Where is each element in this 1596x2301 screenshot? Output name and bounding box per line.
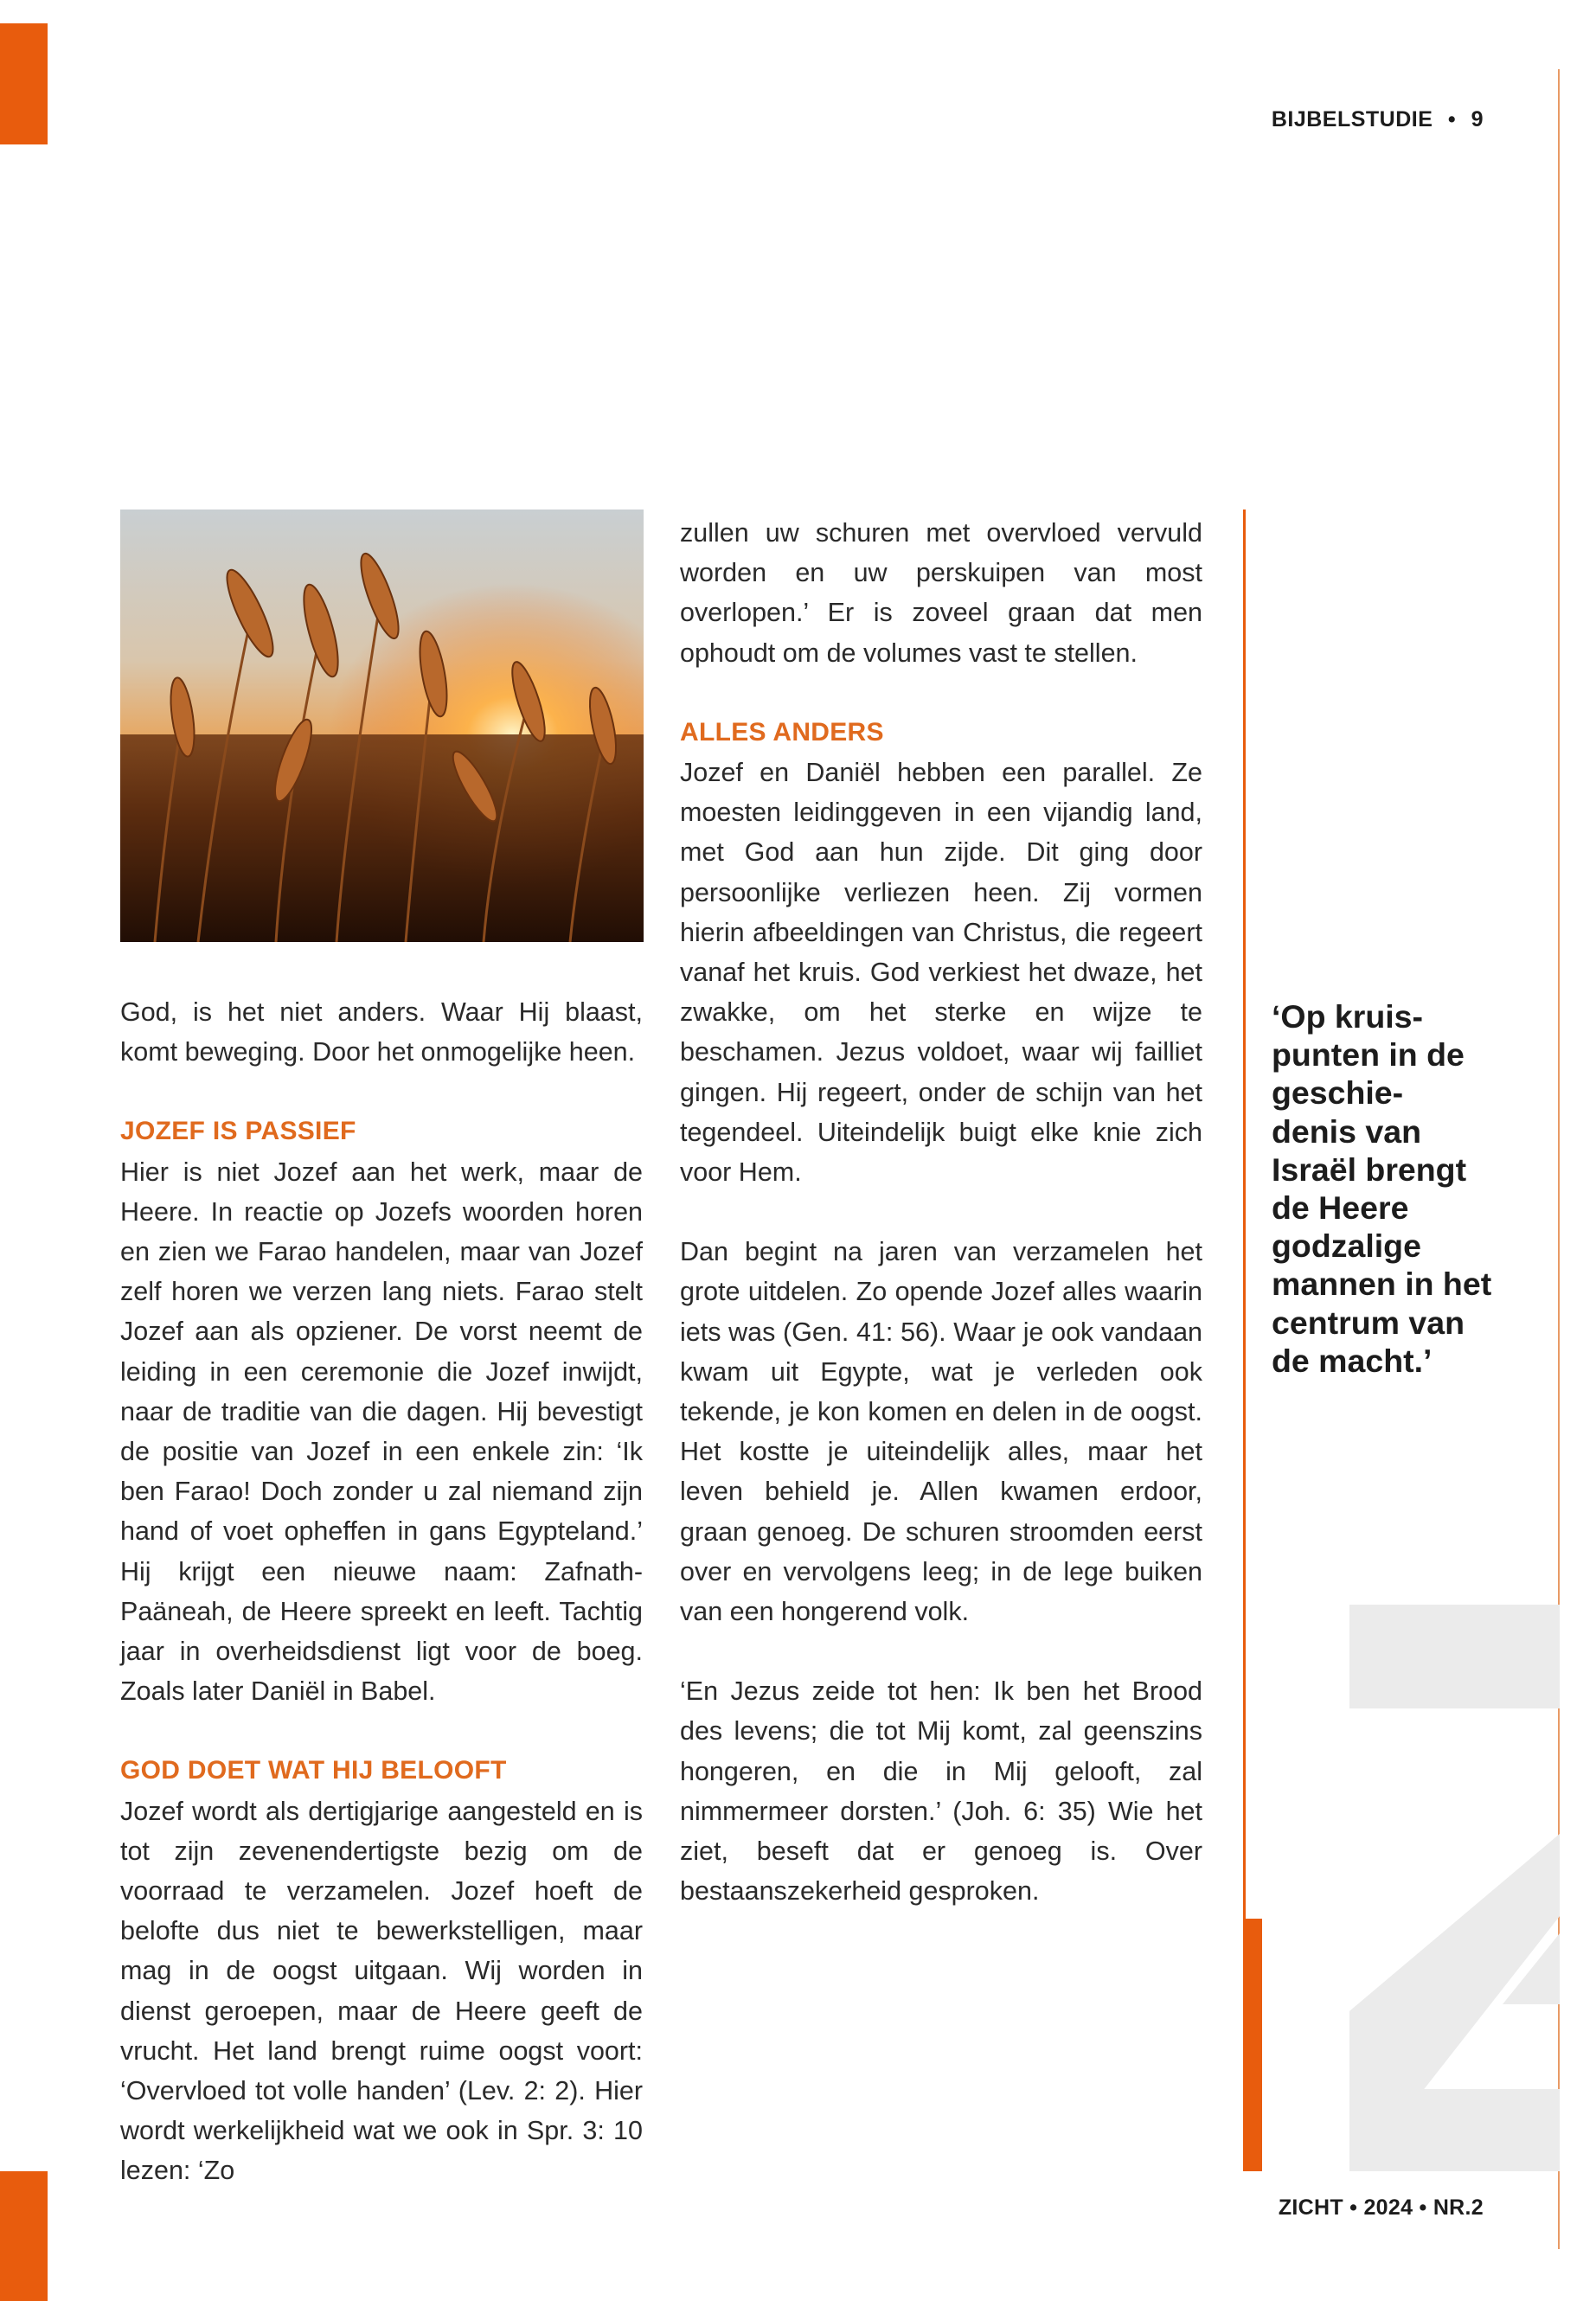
bottom-left-accent-bar (0, 2171, 48, 2301)
right-intro-paragraph: zullen uw schuren met overvloed vervuld worden en uw perskuipen van most overlopen.’ Er is zoveel graan dat men ophoudt om de volumes vast te stellen. (680, 518, 1202, 668)
jozef-is-passief-body: Hier is niet Jozef aan het werk, maar de Heere. In reactie op Jozefs woorden horen en zien we Farao handelen, maar van Jozef zelf horen we verzen lang niets. Farao stelt Jozef aan als opziener. De vorst neemt de leiding in een ceremonie die Jozef inwijdt, naar de traditie van die dagen. Hij bevestigt de positie van Jozef in een enkele zin: ‘Ik ben Farao! Doch zonder u zal niemand zijn hand of voet opheffen in gans Egypteland.’ Hij krijgt een nieuwe naam: Zafnath-Paäneah, de Heere spreekt en leeft. Tachtig jaar in overheidsdienst ligt voor de boeg. Zoals later Daniël in Babel. (120, 1157, 643, 1707)
pull-quote-line: centrum van (1272, 1304, 1465, 1341)
alles-anders-body: Jozef en Daniël hebben een parallel. Ze moesten leidinggeven in een vijandig land, met God aan hun zijde. Dit ging door persoonlijke verliezen heen. Zij vormen hierin afbeeldingen van Christus, die regeert vanaf het kruis. God verkiest het dwaze, het zwakke, om het sterke en wijze te beschamen. Jezus voldoet, waar wij failliet gingen. Hij regeert, onder de schijn van het tegendeel. Uiteindelijk buigt elke knie zich voor Hem. (680, 758, 1202, 1188)
pull-quote-line: ‘Op kruis- (1272, 998, 1424, 1035)
wheat-field-illustration (120, 510, 644, 942)
brood-des-levens-paragraph: ‘En Jezus zeide tot hen: Ik ben het Brood des levens; die tot Mij komt, zal geenszins hongeren, en die in Mij gelooft, zal nimmermeer dorsten.’ (Joh. 6: 35) Wie het ziet, beseft dat er genoeg is. Over bestaanszekerheid gesproken. (680, 1676, 1202, 1907)
running-header (1272, 107, 1484, 132)
pull-quote-line: godzalige (1272, 1227, 1421, 1265)
uitdelen-paragraph: Dan begint na jaren van verzamelen het grote uitdelen. Zo opende Jozef alles waarin iets was (Gen. 41: 56). Waar je ook vandaan kwam uit Egypte, wat je verleden ook tekende, je kon komen en delen in de oogst. Het kostte je uiteindelijk alles, maar het leven behield je. Allen kwamen erdoor, graan genoeg. De schuren stroomden eerst over en vervolgens leeg; in de lege buiken van een hongerend volk. (680, 1237, 1202, 1627)
left-intro-paragraph: God, is het niet anders. Waar Hij blaast, komt beweging. Door het onmogelijke heen. (120, 997, 643, 1067)
god-doet-body: Jozef wordt als dertigjarige aangesteld en is tot zijn zevenendertigste bezig om de voorraad te verzamelen. Jozef hoeft de belofte dus niet te bewerkstelligen, maar mag in de oogst uitgaan. Wij worden in dienst geroepen, maar de Heere geeft de vrucht. Het land brengt ruime oogst voort: ‘Overvloed tot volle handen’ (Lev. 2: 2). Hier wordt werkelijkheid wat we ook in Spr. 3: 10 lezen: ‘Zo (120, 1796, 643, 2186)
right-column (680, 513, 1202, 1912)
heading-jozef-is-passief: JOZEF IS PASSIEF (120, 1117, 356, 1146)
watermark-shape (1345, 1605, 1560, 2171)
pull-quote (1272, 997, 1514, 1380)
top-left-accent-bar (0, 23, 48, 144)
section-label: BIJBELSTUDIE (1271, 107, 1433, 131)
divider-accent-bar (1243, 1919, 1262, 2171)
wheat-photo (120, 510, 644, 942)
page-number: 9 (1471, 107, 1484, 131)
pull-quote-line: denis van (1272, 1112, 1421, 1150)
pull-quote-line: de macht.’ (1272, 1342, 1433, 1379)
pull-quote-line: Israël brengt (1272, 1150, 1467, 1188)
pull-quote-line: punten in de (1272, 1036, 1465, 1074)
header-separator: • (1447, 107, 1457, 131)
pull-quote-line: geschie- (1272, 1074, 1404, 1112)
pull-quote-line: mannen in het (1272, 1266, 1492, 1303)
pull-quote-line: de Heere (1272, 1189, 1409, 1227)
magazine-footer: ZICHT • 2024 • NR.2 (1278, 2195, 1484, 2220)
left-column (120, 992, 643, 2191)
heading-god-doet-wat-hij-belooft: GOD DOET WAT HIJ BELOOFT (120, 1756, 507, 1785)
heading-alles-anders: ALLES ANDERS (680, 717, 884, 747)
